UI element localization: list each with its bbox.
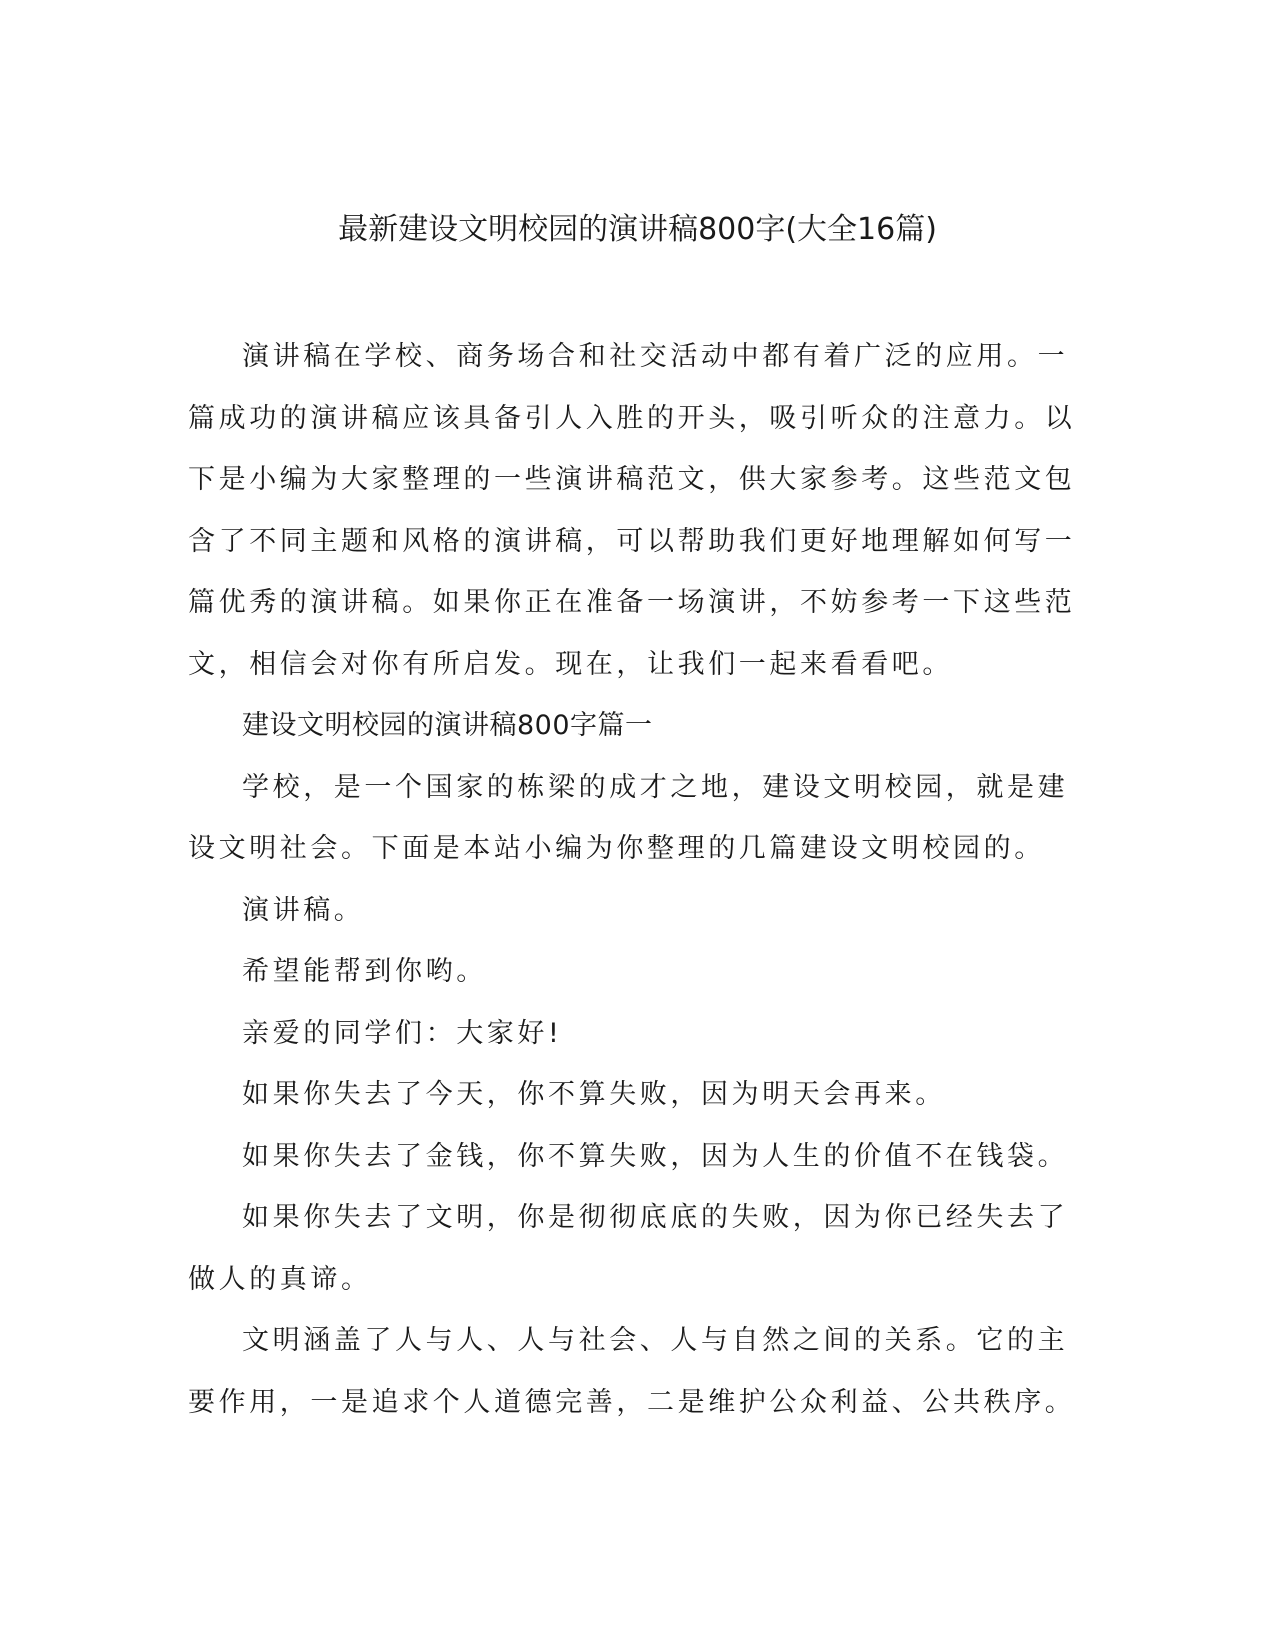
document-title: 最新建设文明校园的演讲稿800字(大全16篇) [338, 212, 937, 247]
document-body [188, 326, 1078, 1433]
paragraph: 演讲稿。 [242, 894, 365, 926]
paragraph-intro: 演讲稿在学校、商务场合和社交活动中都有着广泛的应用。一篇成功的演讲稿应该具备引人入胜的开头，吸引听众的注意力。以下是小编为大家整理的一些演讲稿范文，供大家参考。这些范文包含了不同主题和风格的演讲稿，可以帮助我们更好地理解如何写一篇优秀的演讲稿。如果你正在准备一场演讲，不妨参考一下这些范文，相信会对你有所启发。现在，让我们一起来看看吧。 [188, 341, 1076, 680]
paragraph: 如果你失去了金钱，你不算失败，因为人生的价值不在钱袋。 [242, 1140, 1069, 1172]
paragraph-greeting: 亲爱的同学们：大家好! [242, 1017, 563, 1049]
paragraph: 文明涵盖了人与人、人与社会、人与自然之间的关系。它的主要作用，一是追求个人道德完善，二是维护公众利益、公共秩序。 [188, 1325, 1076, 1418]
paragraph: 如果你失去了文明，你是彻彻底底的失败，因为你已经失去了做人的真谛。 [188, 1202, 1069, 1295]
paragraph: 学校，是一个国家的栋梁的成才之地，建设文明校园，就是建设文明社会。下面是本站小编为你整理的几篇建设文明校园的。 [188, 771, 1069, 864]
section-heading: 建设文明校园的演讲稿800字篇一 [242, 710, 653, 741]
paragraph: 希望能帮到你哟。 [242, 956, 487, 987]
paragraph: 如果你失去了今天，你不算失败，因为明天会再来。 [242, 1079, 946, 1110]
